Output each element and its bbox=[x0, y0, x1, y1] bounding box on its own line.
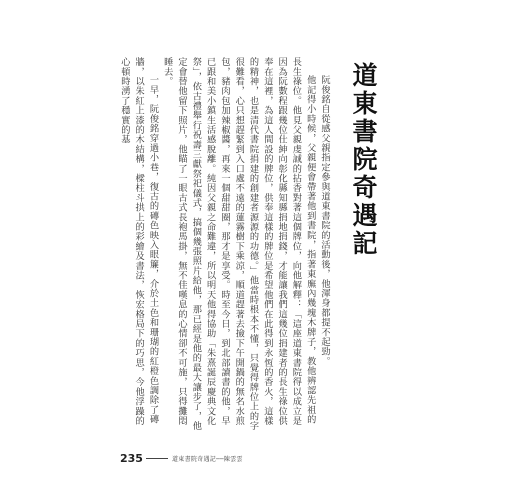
running-title: 道東書院奇遇記──陳雲雲 bbox=[171, 455, 243, 463]
footer-divider bbox=[146, 458, 168, 459]
page-number: 235 bbox=[120, 451, 143, 465]
paragraph-3: 一早，阮俊銘穿過小巷，復古的磚色映入眼簾，介於土色和珊瑚的紅橙色調除了磚牆，以朱紅上漆的木結構，樑柱斗拱上的彩繪及書法，恢宏格局下的巧思，今他浮躁的心頓時湧了穩實的基 bbox=[118, 57, 159, 426]
article-body bbox=[118, 57, 331, 433]
paragraph-1: 阮俊銘自從感父親指定參與道東書院的活動後，他渾身都提不起勁。 bbox=[319, 75, 330, 367]
paragraph-2: 他記得小時候，父親便會帶著他到書院，指著東廡內幾塊木牌子，教他辨認先祖的長生祿位。他見父親虔誠的拈香對著這個牌位，向他解釋：「這座道東書院得以成立是因為阮數程跟幾位仕紳向彰化縣知縣捐地捐錢，才能讓我們這幾位捐建者的長生祿位供奉在這裡，為這人間設的牌位，供奉這樣的牌位是希望他們在此得到永恆的香火，這樣的精神，也是清代書院捐建的創建者源源的功德。」他當時根本不懂，只覺得牌位上的字很難看，心只想趕緊到入口處不遠的蓮霧樹下乘涼，順道趕著去撿下午開鍋的無名水煎包，豬肉包加辣椒醬，再來一個甜甜圈，那才是享受。時至今日，到北部讀書的他，早已跟和美小鎮生活感脫離。純因父親之命難違，所以明天他得協助「朱熹誕辰慶典文化祭」，依古禮舉行祝壽三獻祭祀儀式，搞個幾張照片給他，那已經是他的最大讓步了，他定會替他留下照片，他瞄了一眼古式長袍馬掛，無不佳嘆息的心情卻不可施，只得攤悶睡去。 bbox=[161, 57, 316, 431]
article-title: 道東書院奇遇記 bbox=[349, 62, 378, 258]
page-footer bbox=[120, 450, 243, 466]
